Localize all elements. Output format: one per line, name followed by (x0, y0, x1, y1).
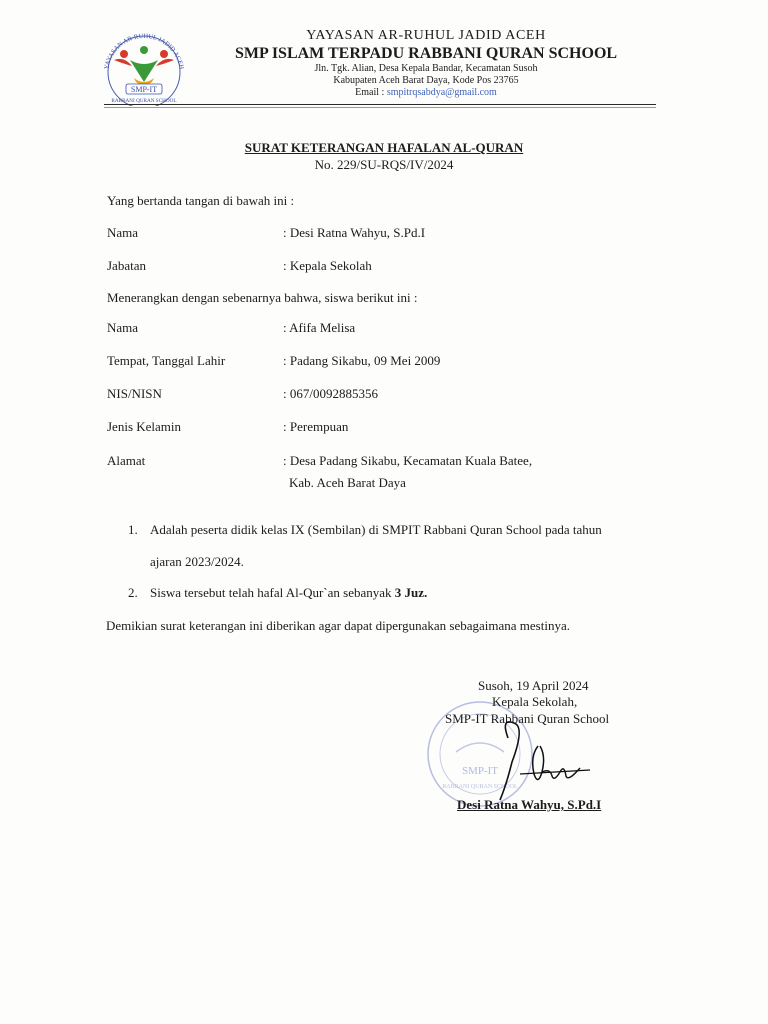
point-2-number: 2. (128, 585, 138, 600)
stamp-subtext: RABBANI QURAN SCHOOL (442, 784, 518, 790)
handwritten-signature (490, 716, 600, 806)
logo-name: SMP-IT (130, 85, 158, 94)
student-birth-value: : Padang Sikabu, 09 Mei 2009 (283, 353, 441, 368)
stamp-text: SMP-IT (461, 765, 499, 777)
signatory-name-label: Nama (107, 225, 139, 240)
email-label: Email : (355, 87, 385, 98)
school-logo (100, 30, 188, 106)
student-address-label: Alamat (107, 453, 146, 468)
signature-school: SMP-IT Rabbani Quran School (445, 711, 610, 726)
point-1-number: 1. (128, 522, 138, 537)
point-1-text-2: ajaran 2023/2024. (150, 554, 244, 569)
address-line-2: Kabupaten Aceh Barat Daya, Kode Pos 23765 (333, 75, 519, 86)
signatory-position-value: : Kepala Sekolah (283, 258, 372, 273)
student-nisn-label: NIS/NISN (107, 386, 162, 401)
signature-place-date: Susoh, 19 April 2024 (478, 678, 589, 693)
letterhead (196, 28, 656, 99)
letter-title: SURAT KETERANGAN HAFALAN AL-QURAN (244, 140, 524, 155)
statement-text: Menerangkan dengan sebenarnya bahwa, siswa berikut ini : (107, 290, 418, 305)
letter-title-block (0, 140, 768, 173)
letterhead-rule-thin (104, 107, 656, 108)
closing-text: Demikian surat keterangan ini diberikan agar dapat dipergunakan sebagaimana mestinya. (106, 618, 570, 633)
point-2-text-main: Siswa tersebut telah hafal Al-Qur`an sebanyak (150, 585, 395, 600)
signer-name: Desi Ratna Wahyu, S.Pd.I (457, 797, 602, 812)
student-address-value: : Desa Padang Sikabu, Kecamatan Kuala Batee, (283, 453, 533, 468)
student-gender-label: Jenis Kelamin (107, 419, 182, 434)
student-nisn-value: : 067/0092885356 (283, 386, 378, 401)
point-1-text: Adalah peserta didik kelas IX (Sembilan) di SMPIT Rabbani Quran School pada tahun (150, 522, 602, 537)
student-gender-value: : Perempuan (283, 419, 349, 434)
student-name-label: Nama (107, 320, 139, 335)
address-line-1: Jln. Tgk. Alian, Desa Kepala Bandar, Kecamatan Susoh (314, 63, 538, 74)
email-line (196, 87, 656, 99)
letterhead-rule (104, 104, 656, 105)
student-address-value-2: Kab. Aceh Barat Daya (289, 475, 406, 490)
logo-subtitle: RABBANI QURAN SCHOOL (111, 98, 177, 104)
letter-number: No. 229/SU-RQS/IV/2024 (314, 157, 454, 172)
signatory-name-value: : Desi Ratna Wahyu, S.Pd.I (283, 225, 426, 240)
logo-arc-text: YAYASAN AR-RUHUL JADID ACEH (103, 32, 185, 70)
intro-text: Yang bertanda tangan di bawah ini : (107, 193, 295, 208)
point-2-text (150, 585, 427, 601)
signature-position: Kepala Sekolah, (492, 694, 578, 709)
student-birth-label: Tempat, Tanggal Lahir (107, 353, 226, 368)
signatory-position-label: Jabatan (107, 258, 146, 273)
school-name: SMP ISLAM TERPADU RABBANI QURAN SCHOOL (234, 45, 618, 62)
point-2-text-bold: 3 Juz. (394, 585, 428, 600)
foundation-name: YAYASAN AR-RUHUL JADID ACEH (306, 28, 546, 43)
student-name-value: : Afifa Melisa (283, 320, 356, 335)
email-link[interactable]: smpitrqsabdya@gmail.com (386, 87, 497, 98)
